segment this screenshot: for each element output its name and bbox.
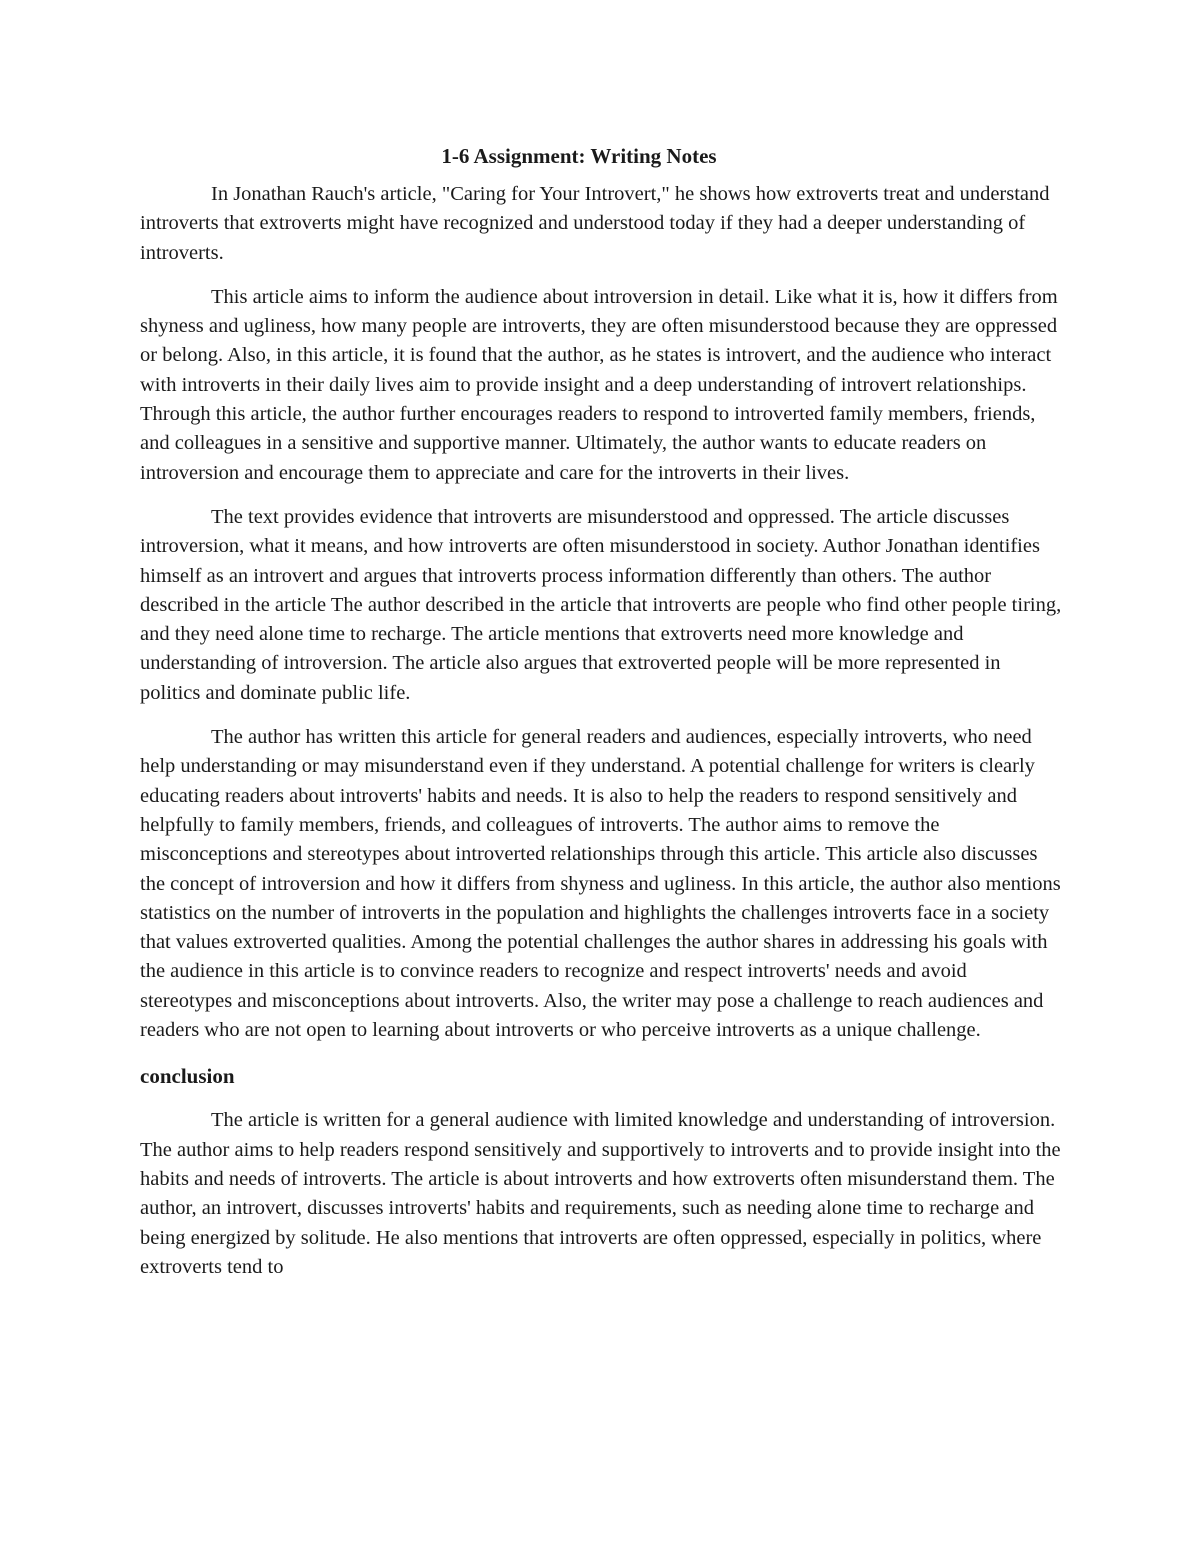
- conclusion-heading: conclusion: [140, 1064, 235, 1089]
- document-title: 1-6 Assignment: Writing Notes: [441, 144, 717, 168]
- document-body: [140, 140, 1064, 1297]
- paragraph-conclusion: The article is written for a general audience with limited knowledge and understanding of introversion. The author aims to help readers respond sensitively and supportively to introverts and to provide insight into the habits and needs of introverts. The article is about introverts and how extroverts often misunderstand them. The author, an introvert, discusses introverts' habits and requirements, such as needing alone time to recharge and being energized by solitude. He also mentions that introverts are often oppressed, especially in politics, where extroverts tend to: [140, 1109, 1061, 1278]
- paragraph-audience: The author has written this article for general readers and audiences, especially introverts, who need help understanding or may misunderstand even if they understand. A potential challenge for writers is clearly educating readers about introverts' habits and needs. It is also to help the readers to respond sensitively and helpfully to family members, friends, and colleagues of introverts. The author aims to remove the misconceptions and stereotypes about introverted relationships through this article. This article also discusses the concept of introversion and how it differs from shyness and ugliness. In this article, the author also mentions statistics on the number of introverts in the population and highlights the challenges introverts face in a society that values extroverted qualities. Among the potential challenges the author shares in addressing his goals with the audience in this article is to convince readers to recognize and respect introverts' needs and avoid stereotypes and misconceptions about introverts. Also, the writer may pose a challenge to reach audiences and readers who are not open to learning about introverts or who perceive introverts as a unique challenge.: [140, 726, 1061, 1042]
- paragraph-intro: In Jonathan Rauch's article, "Caring for Your Introvert," he shows how extroverts treat and understand introverts that extroverts might have recognized and understood today if they had a deeper understanding of introverts.: [140, 183, 1050, 264]
- paragraph-purpose: This article aims to inform the audience about introversion in detail. Like what it is, how it differs from shyness and ugliness, how many people are introverts, they are often misunderstood because they are oppressed or belong. Also, in this article, it is found that the author, as he states is introvert, and the audience who interact with introverts in their daily lives aim to provide insight and a deep understanding of introvert relationships. Through this article, the author further encourages readers to respond to introverted family members, friends, and colleagues in a sensitive and supportive manner. Ultimately, the author wants to educate readers on introversion and encourage them to appreciate and care for the introverts in their lives.: [140, 285, 1058, 484]
- paragraph-evidence: The text provides evidence that introverts are misunderstood and oppressed. The article discusses introversion, what it means, and how introverts are often misunderstood in society. Author Jonathan identifies himself as an introvert and argues that introverts process information differently than others. The author described in the article The author described in the article that introverts are people who find other people tiring, and they need alone time to recharge. The article mentions that extroverts need more knowledge and understanding of introversion. The article also argues that extroverted people will be more represented in politics and dominate public life.: [140, 505, 1062, 704]
